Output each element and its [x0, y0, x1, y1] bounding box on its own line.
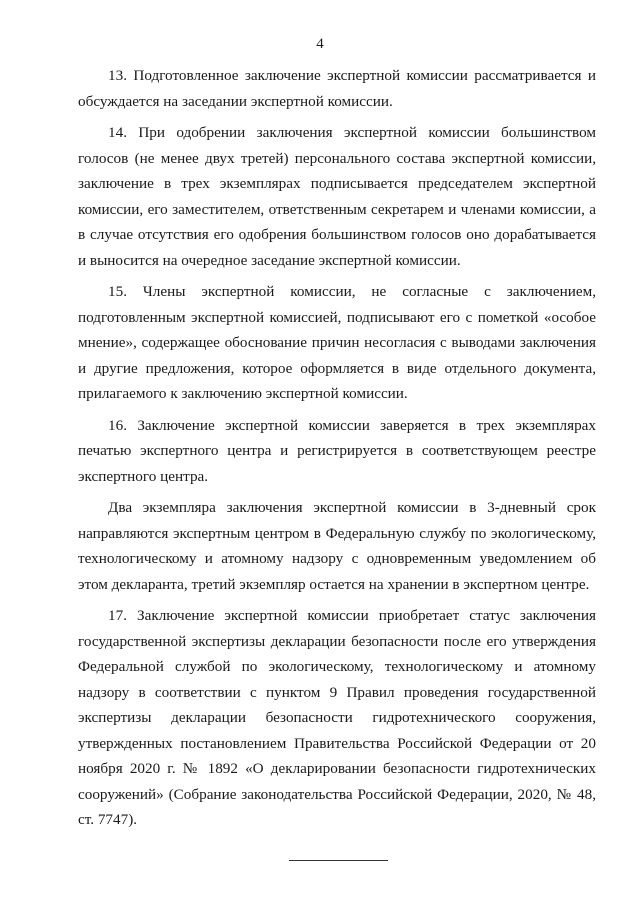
- footer-divider: [289, 860, 388, 861]
- paragraph-16-continued: Два экземпляра заключения экспертной комиссии в 3-дневный срок направляются экспертным центром в Федеральную службу по экологическому, технологическому и атомному надзору с одновременным уведомлением об этом декларанта, третий экземпляр остается на хранении в экспертном центре.: [78, 499, 596, 593]
- paragraph-15: 15. Члены экспертной комиссии, не согласные с заключением, подготовленным экспертной комиссией, подписывают его с пометкой «особое мнение», содержащее обоснование причин несогласия с выводами заключения и другие предложения, которое оформляется в виде отдельного документа, прилагаемого к заключению экспертной комиссии.: [78, 283, 596, 402]
- paragraph-16: 16. Заключение экспертной комиссии заверяется в трех экземплярах печатью экспертного центра и регистрируется в соответствующем реестре экспертного центра.: [78, 416, 596, 485]
- page-number: 4: [316, 36, 324, 52]
- paragraph-17: 17. Заключение экспертной комиссии приобретает статус заключения государственной экспертизы декларации безопасности после его утверждения Федеральной службой по экологическому, технологическому и атомному надзору в соответствии с пунктом 9 Правил проведения государственной экспертизы декларации безопасности гидротехнического сооружения, утвержденных постановлением Правительства Российской Федерации от 20 ноября 2020 г. № 1892 «О декларировании безопасности гидротехнических сооружений» (Собрание законодательства Российской Федерации, 2020, № 48, ст. 7747).: [78, 607, 596, 828]
- paragraph-14: 14. При одобрении заключения экспертной комиссии большинством голосов (не менее двух третей) персонального состава экспертной комиссии, заключение в трех экземплярах подписывается председателем экспертной комиссии, его заместителем, ответственным секретарем и членами комиссии, а в случае отсутствия его одобрения большинством голосов оно дорабатывается и выносится на очередное заседание экспертной комиссии.: [78, 124, 596, 269]
- paragraph-13: 13. Подготовленное заключение экспертной комиссии рассматривается и обсуждается на заседании экспертной комиссии.: [78, 67, 596, 110]
- document-body: [78, 63, 596, 839]
